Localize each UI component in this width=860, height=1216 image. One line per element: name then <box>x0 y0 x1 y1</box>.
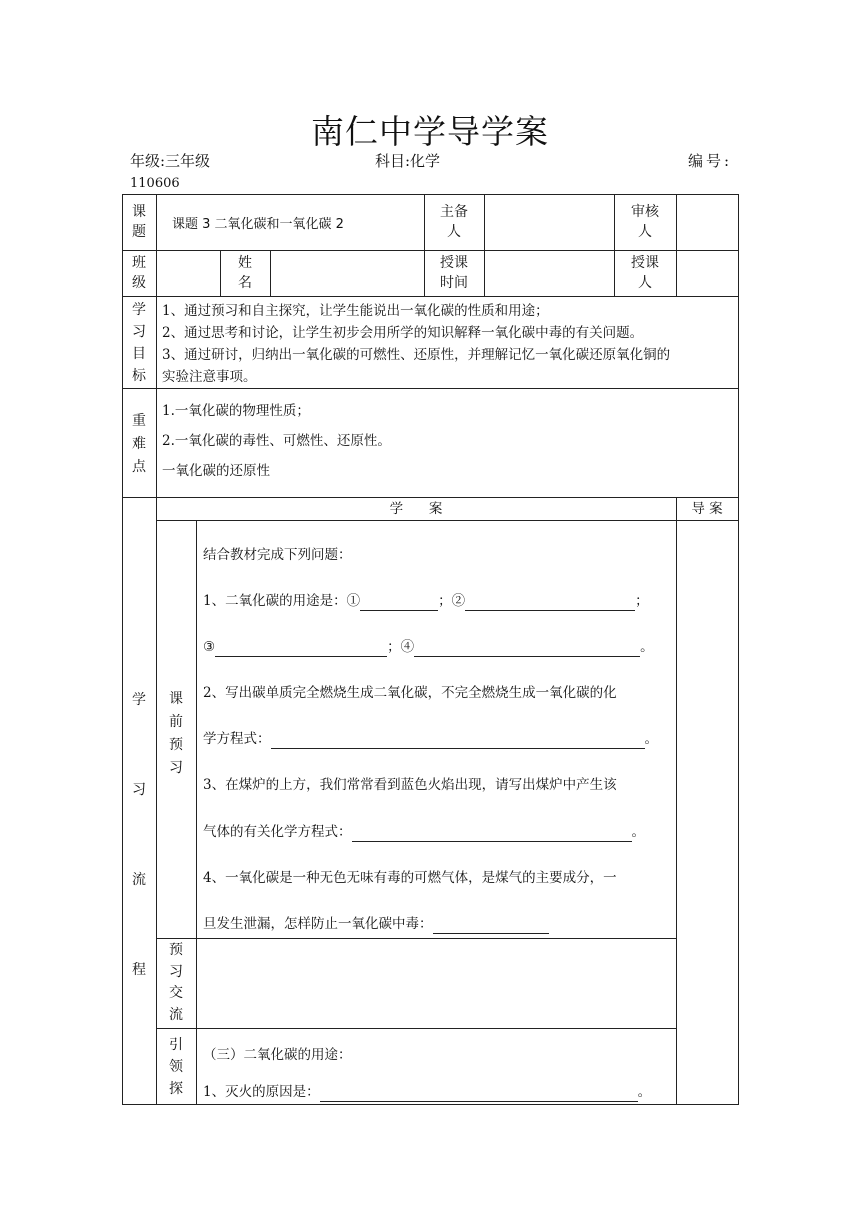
objective-item: 3、通过研讨，归纳出一氧化碳的可燃性、还原性，并理解记忆一氧化碳还原氧化铜的 <box>162 347 671 363</box>
preview-intro: 结合教材完成下列问题： <box>203 547 352 563</box>
answer-blank[interactable] <box>215 641 387 657</box>
answer-blank[interactable] <box>360 595 438 611</box>
answer-blank[interactable] <box>320 1086 638 1102</box>
name-label: 姓 名 <box>238 255 252 291</box>
exchange-label: 预 习 交 流 <box>169 942 183 1023</box>
grade-field: 年级:三年级 <box>130 152 211 170</box>
study-plan-header: 学 案 <box>389 501 443 517</box>
reviewer-label: 审核 人 <box>631 204 659 240</box>
preview-question-1: 1、二氧化碳的用途是：① ；② ； <box>203 593 649 609</box>
topic-label: 课 题 <box>132 204 146 240</box>
key-point-item: 2.一氧化碳的毒性、可燃性、还原性。 <box>162 433 391 449</box>
inquiry-question-1: 1、灭火的原因是： 。 <box>203 1084 652 1100</box>
answer-blank[interactable] <box>433 918 549 934</box>
preview-label: 课 前 预 习 <box>169 691 183 776</box>
document-title: 南仁中学导学案 <box>311 112 549 151</box>
teach-time-label: 授课 时间 <box>440 255 468 291</box>
inquiry-heading: （三）二氧化碳的用途： <box>203 1047 352 1063</box>
preview-question-3-cont: 气体的有关化学方程式： 。 <box>203 824 645 840</box>
key-points-list <box>162 396 391 486</box>
key-point-item: 1.一氧化碳的物理性质； <box>162 403 310 419</box>
answer-blank[interactable] <box>465 595 635 611</box>
answer-blank[interactable] <box>271 733 645 749</box>
objective-item: 2、通过思考和讨论，让学生初步会用所学的知识解释一氧化碳中毒的有关问题。 <box>162 325 644 341</box>
preview-question-3: 3、在煤炉的上方，我们常常看到蓝色火焰出现，请写出煤炉中产生该 <box>203 777 617 793</box>
key-points-label: 重 难 点 <box>132 413 146 475</box>
process-label: 学 习 流 程 <box>132 692 146 978</box>
number-label: 编号: <box>688 152 733 170</box>
topic-value: 课题 3 二氧化碳和一氧化碳 2 <box>172 217 344 232</box>
objectives-list <box>162 300 670 388</box>
number-value: 110606 <box>130 176 180 191</box>
guide-plan-header: 导 案 <box>691 501 723 517</box>
answer-blank[interactable] <box>352 826 632 842</box>
objectives-label: 学 习 目 标 <box>132 302 146 384</box>
preparer-label: 主备 人 <box>440 204 468 240</box>
preview-question-2: 2、写出碳单质完全燃烧生成二氧化碳，不完全燃烧生成一氧化碳的化 <box>203 685 617 701</box>
subject-field: 科目:化学 <box>375 152 441 170</box>
preview-question-4: 4、一氧化碳是一种无色无味有毒的可燃气体，是煤气的主要成分，一 <box>203 870 617 886</box>
answer-blank[interactable] <box>414 641 640 657</box>
preview-question-4-cont: 旦发生泄漏，怎样防止一氧化碳中毒： <box>203 914 549 934</box>
objective-item: 实验注意事项。 <box>162 369 257 385</box>
preview-question-1-cont: ③ ；④ 。 <box>203 639 654 655</box>
key-point-item: 一氧化碳的还原性 <box>162 463 270 479</box>
teacher-label: 授课 人 <box>631 255 659 291</box>
class-label: 班 级 <box>132 255 146 291</box>
inquiry-label: 引 领 探 <box>169 1037 183 1097</box>
preview-question-2-cont: 学方程式： 。 <box>203 731 658 747</box>
objective-item: 1、通过预习和自主探究，让学生能说出一氧化碳的性质和用途； <box>162 303 549 319</box>
